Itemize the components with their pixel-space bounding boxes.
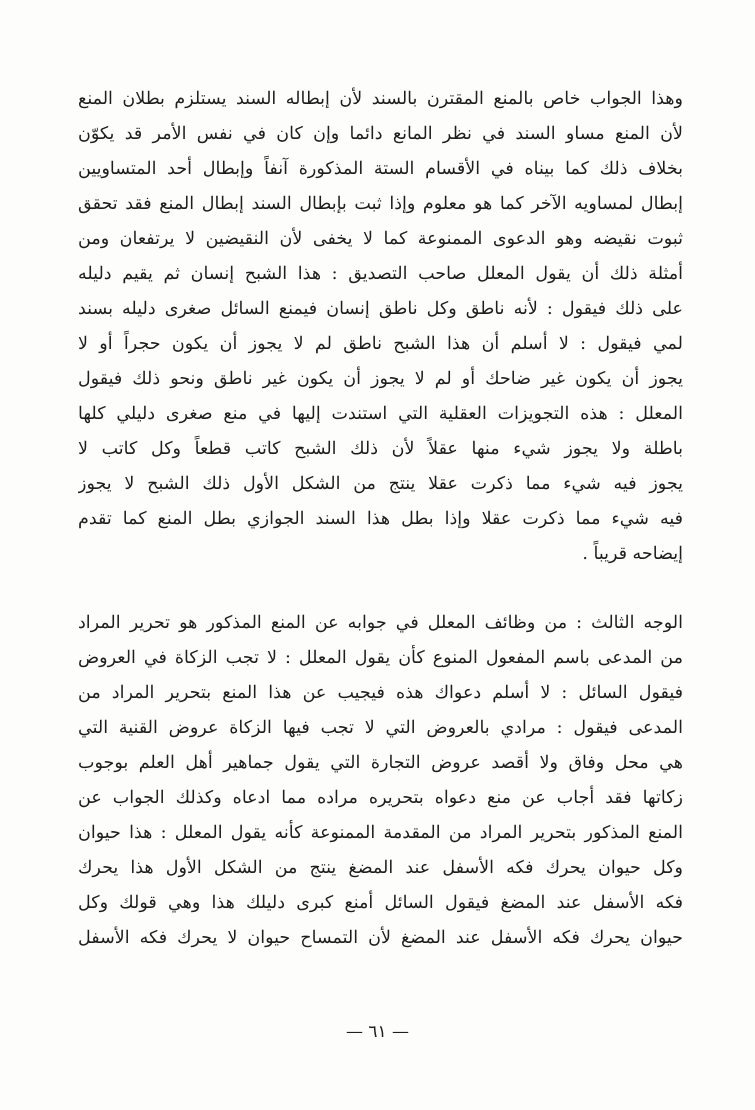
text-line: يجوز فيه شيء مما ذكرت عقلا ينتج من الشكل الأول ذلك الشبح لا يجوز bbox=[78, 474, 683, 494]
text-line: زكاتها فقد أجاب عن منع دعواه بتحريره مراده مما ادعاه وكذلك الجواب عن bbox=[78, 788, 683, 808]
text-line: أمثلة ذلك أن يقول المعلل صاحب التصديق : هذا الشبح إنسان ثم يقيم دليله bbox=[78, 264, 683, 284]
text-line: بخلاف ذلك كما بيناه في الأقسام الستة المذكورة آنفاً وإبطال أحد المتساويين bbox=[78, 159, 683, 179]
text-line: لمي فيقول : لا أسلم أن هذا الشبح ناطق لم لا يجوز أن يكون حجراً أو لا bbox=[78, 334, 683, 354]
text-line: على ذلك فيقول : لأنه ناطق وكل ناطق إنسان فيمنع السائل صغرى دليله بسند bbox=[78, 299, 683, 319]
text-line: يجوز أن يكون غير ضاحك أو لم لا يجوز أن يكون غير ناطق ونحو ذلك فيقول bbox=[78, 369, 683, 389]
text-line: حيوان يحرك فكه الأسفل عند المضغ لأن التمساح حيوان لا يحرك فكه الأسفل bbox=[78, 928, 683, 948]
paragraph bbox=[78, 82, 683, 572]
text-line: المدعى فيقول : مرادي بالعروض التي لا تجب فيها الزكاة عروض القنية التي bbox=[78, 718, 683, 738]
paragraph bbox=[78, 606, 683, 956]
text-line: فيقول السائل : لا أسلم دعواك هذه فيجيب عن هذا المنع بتحرير المراد من bbox=[78, 683, 683, 703]
page-number: — ٦١ — bbox=[345, 1022, 410, 1042]
text-line: فيه شيء مما ذكرت عقلا وإذا بطل هذا السند الجوازي بطل المنع كما تقدم bbox=[78, 509, 683, 529]
text-line: إيضاحه قريباً . bbox=[582, 544, 683, 564]
text-line: ثبوت نقيضه وهو الدعوى الممنوعة كما لا يخفى لأن النقيضين لا يرتفعان ومن bbox=[78, 229, 683, 249]
text-line: لأن المنع مساو السند في نظر المانع دائما وإن كان في نفس الأمر قد يكوّن bbox=[78, 124, 683, 144]
text-line: فكه الأسفل عند المضغ فيقول السائل أمنع كبرى دليلك هذا وهي قولك وكل bbox=[78, 893, 683, 913]
text-line: باطلة ولا يجوز شيء منها عقلاً لأن ذلك الشبح كاتب قطعاً وكل كاتب لا bbox=[78, 439, 683, 459]
text-line: وهذا الجواب خاص بالمنع المقترن بالسند لأن إبطاله السند يستلزم بطلان المنع bbox=[78, 89, 683, 109]
text-line: الوجه الثالث : من وظائف المعلل في جوابه عن المنع المذكور هو تحرير المراد bbox=[78, 613, 683, 633]
text-line: من المدعى باسم المفعول المنوع كأن يقول المعلل : لا تجب الزكاة في العروض bbox=[78, 648, 683, 668]
text-line: المنع المذكور بتحرير المراد من المقدمة الممنوعة كأنه يقول المعلل : هذا حيوان bbox=[78, 823, 683, 843]
text-line: هي محل وفاق ولا أقصد عروض التجارة التي يقول جماهير أهل العلم بوجوب bbox=[78, 753, 683, 773]
text-line: إبطال لمساويه الآخر كما هو معلوم وإذا ثبت بإبطال السند إبطال المنع فقد تحقق bbox=[78, 194, 683, 214]
text-line: المعلل : هذه التجويزات العقلية التي استندت إليها في منع صغرى دليلي كلها bbox=[78, 404, 683, 424]
text-line: وكل حيوان يحرك فكه الأسفل عند المضغ ينتج من الشكل الأول هذا يحرك bbox=[78, 858, 683, 878]
